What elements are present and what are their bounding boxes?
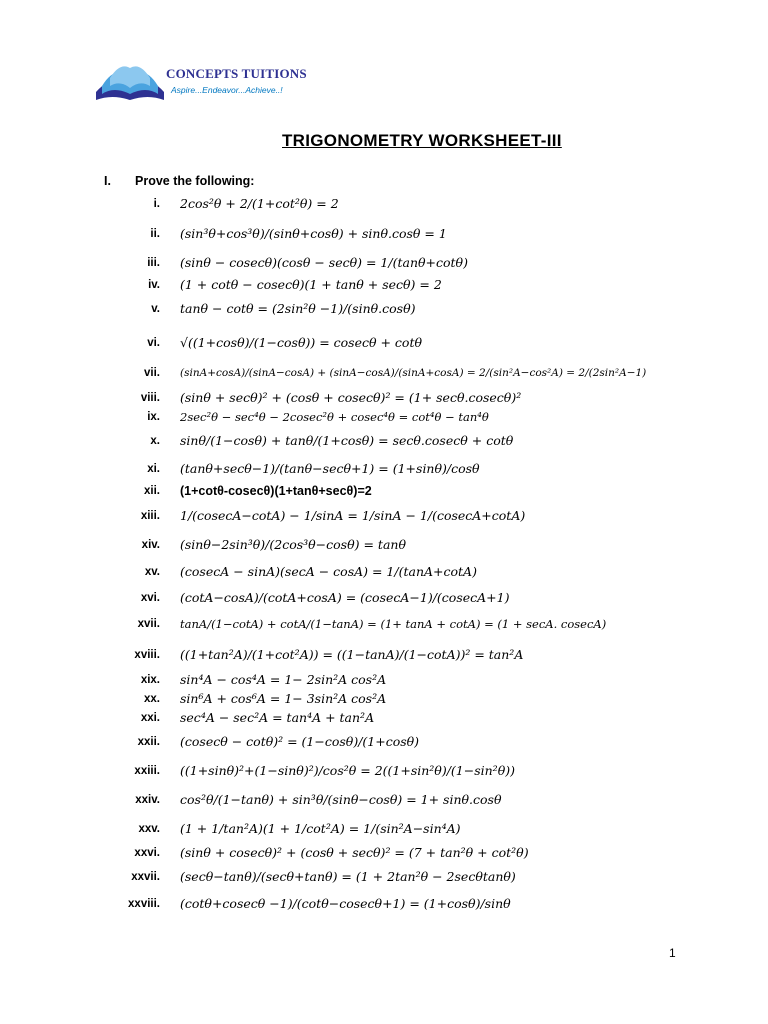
problem-equation: (1 + cotθ − cosecθ)(1 + tanθ + secθ) = 2 [180, 277, 442, 292]
problem-equation: (sinθ−2sin³θ)/(2cos³θ−cosθ) = tanθ [180, 537, 406, 552]
problem-number: xii. [144, 485, 160, 497]
problem-equation: (cotA−cosA)/(cotA+cosA) = (cosecA−1)/(cosecA+1) [180, 590, 510, 605]
problem-number: xxv. [138, 822, 160, 835]
problem-number: xxiv. [135, 793, 160, 806]
problem-number: xiv. [141, 538, 160, 551]
problem-item [120, 335, 680, 350]
problem-number: xi. [147, 462, 160, 475]
page-number: 1 [669, 946, 676, 960]
problem-number: xix. [140, 673, 160, 686]
problem-equation: (cotθ+cosecθ −1)/(cotθ−cosecθ+1) = (1+cosθ)/sinθ [180, 896, 511, 911]
problem-number: vi. [147, 336, 160, 349]
problem-equation: (secθ−tanθ)/(secθ+tanθ) = (1 + 2tan²θ − 2secθtanθ) [180, 869, 516, 884]
problem-number: xv. [144, 565, 160, 578]
problem-item [120, 508, 680, 523]
problem-item [120, 691, 680, 706]
problem-number: xxii. [137, 735, 160, 748]
problem-number: xxvi. [134, 846, 160, 859]
problem-equation: 1/(cosecA−cotA) − 1/sinA = 1/sinA − 1/(cosecA+cotA) [180, 508, 526, 523]
problem-equation: (sinθ + cosecθ)² + (cosθ + secθ)² = (7 + tan²θ + cot²θ) [180, 845, 529, 860]
problem-number: v. [151, 302, 160, 315]
section-number: I. [104, 174, 111, 188]
problem-item [120, 410, 680, 424]
problem-item [120, 367, 680, 379]
problem-item [120, 821, 680, 836]
problem-number: xvii. [137, 618, 160, 630]
problem-equation: sin⁴A − cos⁴A = 1− 2sin²A cos²A [180, 672, 387, 687]
problem-number: xxvii. [131, 870, 160, 883]
problem-equation: tanθ − cotθ = (2sin²θ −1)/(sinθ.cosθ) [180, 301, 416, 316]
problem-item [120, 734, 680, 749]
problem-number: ii. [150, 227, 160, 240]
problem-number: iv. [148, 278, 160, 291]
problem-number: xvi. [140, 591, 160, 604]
problem-equation: (sin³θ+cos³θ)/(sinθ+cosθ) + sinθ.cosθ = 1 [180, 226, 447, 241]
problem-equation: ((1+sinθ)²+(1−sinθ)²)/cos²θ = 2((1+sin²θ)/(1−sin²θ)) [180, 763, 515, 778]
worksheet-title: TRIGONOMETRY WORKSHEET-III [282, 131, 562, 150]
brand-tagline: Aspire...Endeavor...Achieve..! [171, 85, 283, 95]
problem-equation: (cosecθ − cotθ)² = (1−cosθ)/(1+cosθ) [180, 734, 420, 749]
problem-number: ix. [147, 411, 160, 423]
problem-equation: (sinθ − cosecθ)(cosθ − secθ) = 1/(tanθ+cotθ) [180, 255, 468, 270]
problem-equation: sinθ/(1−cosθ) + tanθ/(1+cosθ) = secθ.cosecθ + cotθ [180, 433, 514, 448]
problem-item [120, 590, 680, 605]
problem-item [120, 255, 680, 270]
problem-item [120, 792, 680, 807]
problem-item [120, 710, 680, 725]
problem-item [120, 537, 680, 552]
problem-number: xviii. [134, 648, 160, 661]
problem-number: x. [150, 434, 160, 447]
problem-item [120, 896, 680, 911]
problem-equation: 2cos²θ + 2/(1+cot²θ) = 2 [180, 196, 339, 211]
problem-item [120, 647, 680, 662]
problem-equation: ((1+tan²A)/(1+cot²A)) = ((1−tanA)/(1−cotA))² = tan²A [180, 647, 524, 662]
problem-item [120, 433, 680, 448]
problem-number: xx. [144, 692, 160, 705]
problem-equation: (sinA+cosA)/(sinA−cosA) + (sinA−cosA)/(sinA+cosA) = 2/(sin²A−cos²A) = 2/(2sin²A−1) [180, 367, 647, 379]
problem-item [120, 484, 680, 498]
problem-equation: (sinθ + secθ)² + (cosθ + cosecθ)² = (1+ secθ.cosecθ)² [180, 390, 522, 405]
problem-equation: sin⁶A + cos⁶A = 1− 3sin²A cos²A [180, 691, 387, 706]
problem-item [120, 763, 680, 778]
problem-equation: (tanθ+secθ−1)/(tanθ−secθ+1) = (1+sinθ)/cosθ [180, 461, 480, 476]
problem-item [120, 845, 680, 860]
problem-equation: sec⁴A − sec²A = tan⁴A + tan²A [180, 710, 375, 725]
problem-number: xiii. [140, 509, 160, 522]
problem-equation: (1 + 1/tan²A)(1 + 1/cot²A) = 1/(sin²A−sin⁴A) [180, 821, 461, 836]
problem-item [120, 461, 680, 476]
problem-item [120, 564, 680, 579]
problem-item [120, 617, 680, 631]
problem-number: xxviii. [128, 897, 160, 910]
section-title: Prove the following: [135, 174, 255, 188]
problem-equation: tanA/(1−cotA) + cotA/(1−tanA) = (1+ tanA + cotA) = (1 + secA. cosecA) [180, 617, 607, 631]
problem-item [120, 869, 680, 884]
problem-equation: (cosecA − sinA)(secA − cosA) = 1/(tanA+cotA) [180, 564, 477, 579]
brand-name: CONCEPTS TUITIONS [166, 66, 307, 81]
problem-item [120, 301, 680, 316]
problem-item [120, 226, 680, 241]
problem-number: i. [153, 197, 160, 210]
problem-equation: √((1+cosθ)/(1−cosθ)) = cosecθ + cotθ [180, 335, 423, 350]
problem-item [120, 196, 680, 211]
problem-item [120, 390, 680, 405]
problem-equation: (1+cotθ-cosecθ)(1+tanθ+secθ)=2 [180, 484, 372, 498]
problem-number: vii. [144, 367, 160, 379]
problem-number: xxi. [140, 711, 160, 724]
problem-item [120, 672, 680, 687]
problem-number: xxiii. [134, 764, 160, 777]
problem-item [120, 277, 680, 292]
problem-number: viii. [140, 391, 160, 404]
problem-equation: cos²θ/(1−tanθ) + sin³θ/(sinθ−cosθ) = 1+ sinθ.cosθ [180, 792, 502, 807]
problem-equation: 2sec²θ − sec⁴θ − 2cosec²θ + cosec⁴θ = cot⁴θ − tan⁴θ [180, 410, 489, 424]
problem-number: iii. [147, 256, 160, 269]
